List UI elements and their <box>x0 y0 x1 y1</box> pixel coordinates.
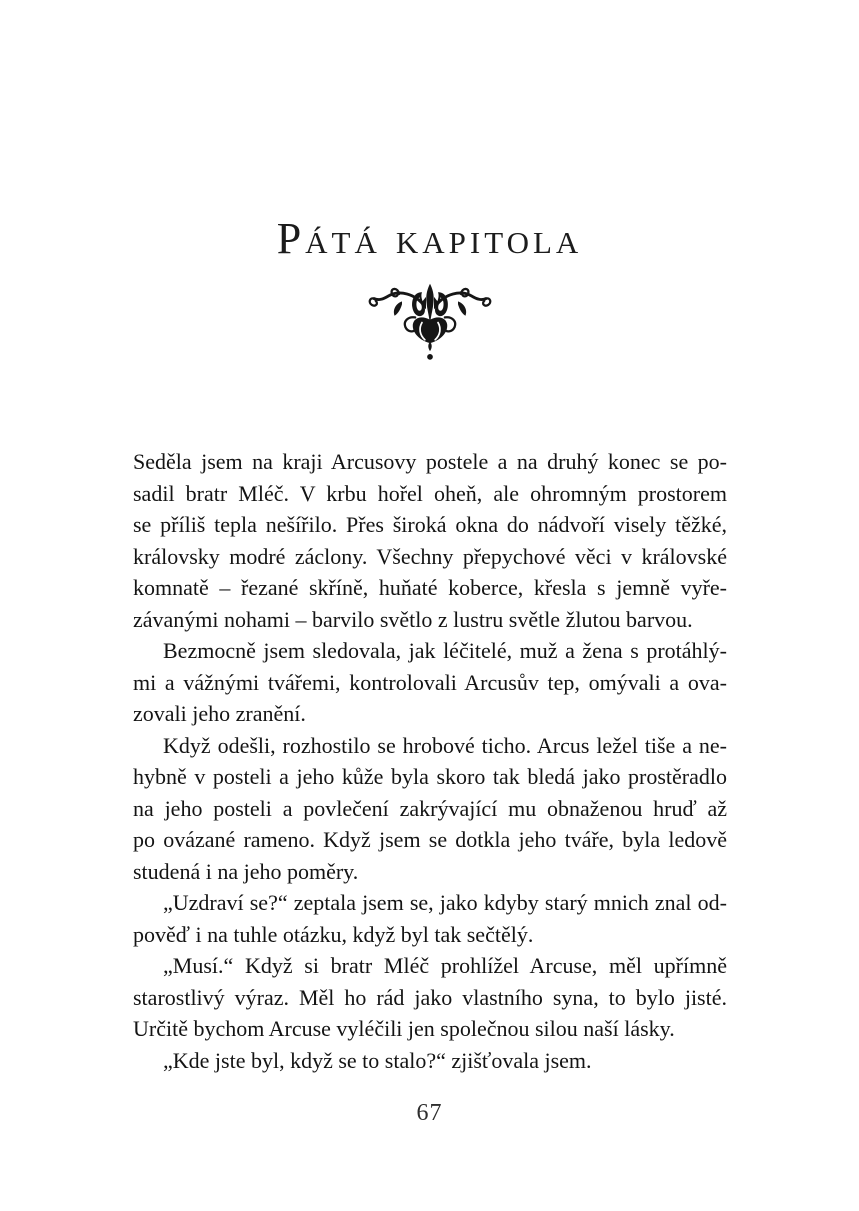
text-line: „Kde jste byl, když se to stalo?“ zjišťovala jsem. <box>163 1047 592 1073</box>
body-text <box>133 446 727 1076</box>
fleuron-ornament-icon <box>367 282 493 362</box>
chapter-heading: Pátá kapitola <box>276 214 583 263</box>
text-line: závanými nohami – barvilo světlo z lustru světle žlutou barvou. <box>133 606 693 632</box>
text-line: pověď i na tuhle otázku, když byl tak sečtělý. <box>133 921 534 947</box>
text-line: hybně v posteli a jeho kůže byla skoro tak bledá jako prostěradlo <box>133 764 727 789</box>
text-line: Seděla jsem na kraji Arcusovy postele a na druhý konec se po- <box>133 449 727 474</box>
text-line: zovali jeho zranění. <box>133 701 306 726</box>
text-line: po ovázané rameno. Když jsem se dotkla jeho tváře, byla ledově <box>133 827 727 852</box>
text-line: královsky modré záclony. Všechny přepychové věci v královské <box>133 543 727 569</box>
text-line: starostlivý výraz. Měl ho rád jako vlastního syna, to bylo jisté. <box>133 984 727 1010</box>
text-line: studená i na jeho poměry. <box>133 858 359 884</box>
text-line: se příliš tepla nešířilo. Přes široká okna do nádvoří visely těžké, <box>133 512 727 537</box>
text-line: „Musí.“ Když si bratr Mléč prohlížel Arcuse, měl upřímně <box>163 953 727 978</box>
text-line: Určitě bychom Arcuse vyléčili jen společnou silou naší lásky. <box>133 1016 675 1041</box>
text-line: komnatě – řezané skříně, huňaté koberce, křesla s jemně vyře- <box>133 575 727 600</box>
page-number: 67 <box>416 1100 443 1126</box>
text-line: sadil bratr Mléč. V krbu hořel oheň, ale ohromným prostorem <box>133 480 727 506</box>
text-line: na jeho posteli a povlečení zakrývající mu obnaženou hruď až <box>133 795 727 821</box>
text-line: Když odešli, rozhostilo se hrobové ticho. Arcus ležel tiše a ne- <box>163 732 727 758</box>
text-line: mi a vážnými tvářemi, kontrolovali Arcusův tep, omývali a ova- <box>133 669 727 695</box>
text-line: Bezmocně jsem sledovala, jak léčitelé, muž a žena s protáhlý- <box>163 638 727 663</box>
text-line: „Uzdraví se?“ zeptala jsem se, jako kdyby starý mnich znal od- <box>163 890 727 915</box>
